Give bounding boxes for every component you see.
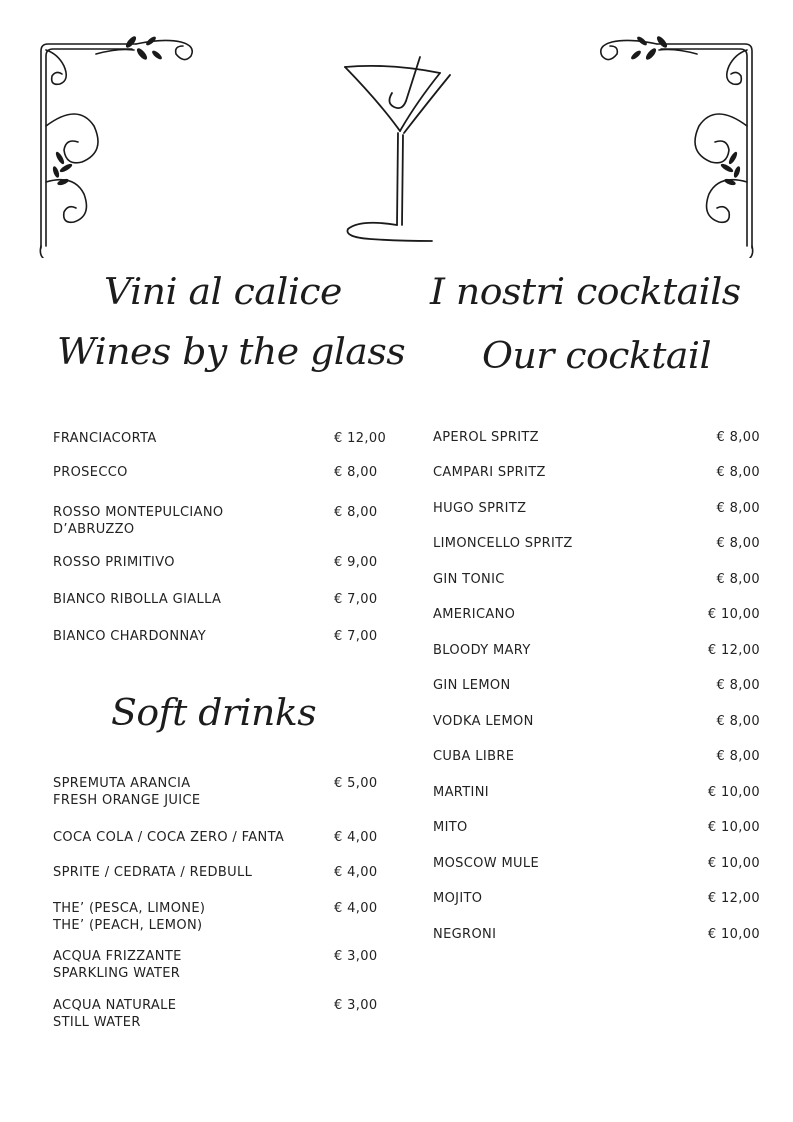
floral-corner-ornament-icon	[592, 36, 757, 258]
item-name: COCA COLA / COCA ZERO / FANTA	[53, 830, 285, 845]
menu-item	[53, 592, 381, 609]
item-price: € 12,00	[707, 643, 760, 658]
item-price: € 10,00	[707, 820, 760, 835]
item-price: € 7,00	[334, 592, 378, 607]
item-price: € 4,00	[334, 830, 378, 845]
item-name: GIN TONIC	[433, 572, 505, 587]
item-name: ROSSO PRIMITIVO	[53, 555, 175, 570]
item-name-line2: THE’ (PEACH, LEMON)	[53, 917, 203, 933]
item-price: € 8,00	[716, 572, 760, 587]
menu-item	[433, 572, 760, 589]
wines-heading-it: Vini al calice	[104, 272, 342, 313]
item-price: € 5,00	[334, 776, 378, 791]
item-name: SPRITE / CEDRATA / REDBULL	[53, 865, 253, 880]
item-name: BIANCO RIBOLLA GIALLA	[53, 592, 222, 607]
martini-glass-icon	[340, 55, 455, 250]
item-name: BIANCO CHARDONNAY	[53, 629, 207, 644]
item-name: THE’ (PESCA, LIMONE)	[53, 901, 206, 916]
item-name: CAMPARI SPRITZ	[433, 465, 546, 480]
floral-corner-ornament-icon	[36, 36, 201, 258]
item-price: € 10,00	[707, 856, 760, 871]
item-price: € 8,00	[716, 678, 760, 693]
menu-item	[433, 536, 760, 553]
menu-item	[53, 865, 381, 882]
item-price: € 8,00	[334, 465, 378, 480]
item-name: APEROL SPRITZ	[433, 430, 539, 445]
item-name: GIN LEMON	[433, 678, 511, 693]
item-price: € 8,00	[716, 714, 760, 729]
menu-item	[433, 927, 760, 944]
item-name-line2: D’ABRUZZO	[53, 521, 135, 537]
menu-item	[53, 465, 381, 482]
item-price: € 12,00	[334, 431, 387, 446]
item-name: ACQUA FRIZZANTE	[53, 949, 182, 964]
menu-item	[433, 501, 760, 518]
item-price: € 4,00	[334, 865, 378, 880]
menu-item	[53, 431, 387, 448]
wines-heading-en: Wines by the glass	[57, 332, 406, 373]
item-price: € 10,00	[707, 607, 760, 622]
item-price: € 4,00	[334, 901, 378, 916]
item-name: MOSCOW MULE	[433, 856, 540, 871]
item-name: MARTINI	[433, 785, 489, 800]
menu-item	[433, 891, 760, 908]
menu-item	[53, 949, 381, 982]
menu-item	[433, 856, 760, 873]
menu-item	[53, 901, 381, 934]
item-name-line2: FRESH ORANGE JUICE	[53, 792, 201, 808]
item-name-line2: SPARKLING WATER	[53, 965, 181, 981]
item-name: ROSSO MONTEPULCIANO	[53, 505, 224, 520]
cocktails-heading-en: Our cocktail	[482, 336, 712, 377]
item-name: AMERICANO	[433, 607, 516, 622]
item-price: € 3,00	[334, 949, 378, 964]
item-name: MITO	[433, 820, 468, 835]
menu-item	[433, 643, 760, 660]
menu-item	[433, 678, 760, 695]
item-price: € 8,00	[716, 749, 760, 764]
cocktails-heading-it: I nostri cocktails	[430, 272, 741, 313]
item-name: NEGRONI	[433, 927, 497, 942]
item-name: MOJITO	[433, 891, 483, 906]
menu-item	[433, 749, 760, 766]
soft-drinks-heading: Soft drinks	[111, 693, 317, 734]
item-name: HUGO SPRITZ	[433, 501, 527, 516]
item-price: € 10,00	[707, 785, 760, 800]
item-name: ACQUA NATURALE	[53, 998, 177, 1013]
item-price: € 3,00	[334, 998, 378, 1013]
item-name: BLOODY MARY	[433, 643, 531, 658]
menu-item	[53, 629, 381, 646]
menu-item	[433, 430, 760, 447]
item-name: FRANCIACORTA	[53, 431, 157, 446]
menu-item	[433, 465, 760, 482]
item-name: SPREMUTA ARANCIA	[53, 776, 191, 791]
menu-item	[53, 776, 381, 809]
item-price: € 8,00	[716, 465, 760, 480]
menu-item	[433, 820, 760, 837]
item-name-line2: STILL WATER	[53, 1014, 141, 1030]
menu-item	[53, 998, 381, 1031]
menu-item	[53, 555, 381, 572]
item-price: € 8,00	[716, 536, 760, 551]
item-price: € 10,00	[707, 927, 760, 942]
item-name: LIMONCELLO SPRITZ	[433, 536, 573, 551]
item-price: € 9,00	[334, 555, 378, 570]
item-price: € 12,00	[707, 891, 760, 906]
item-name: VODKA LEMON	[433, 714, 534, 729]
menu-item	[433, 785, 760, 802]
menu-item	[433, 714, 760, 731]
item-price: € 7,00	[334, 629, 378, 644]
item-name: CUBA LIBRE	[433, 749, 515, 764]
item-price: € 8,00	[334, 505, 378, 520]
item-name: PROSECCO	[53, 465, 128, 480]
item-price: € 8,00	[716, 430, 760, 445]
menu-item	[53, 505, 381, 538]
item-price: € 8,00	[716, 501, 760, 516]
menu-item	[53, 830, 381, 847]
menu-item	[433, 607, 760, 624]
